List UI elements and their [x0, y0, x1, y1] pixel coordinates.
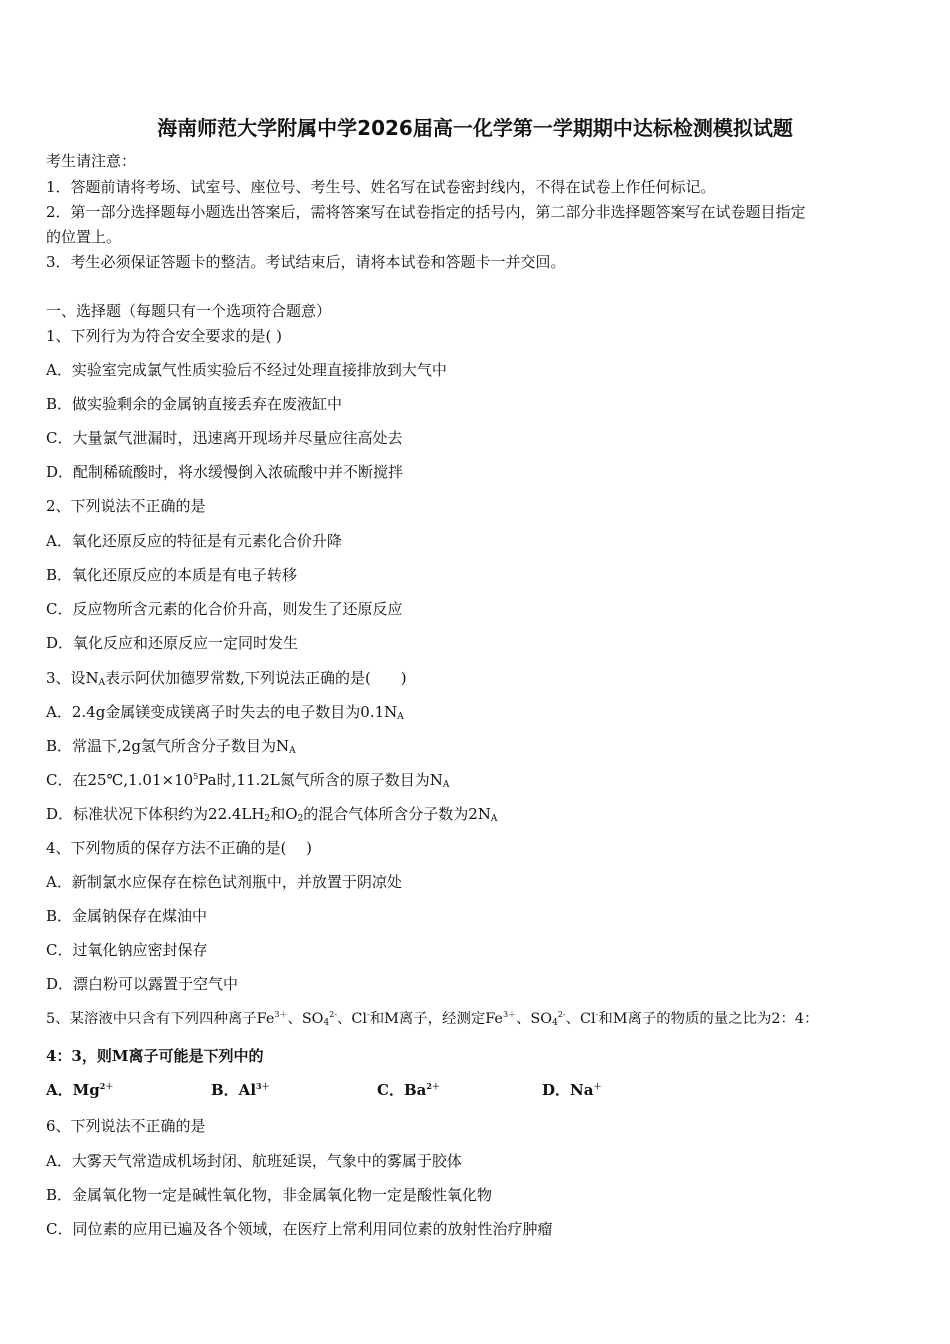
q1-option-c: C．大量氯气泄漏时，迅速离开现场并尽量应往高处去 [46, 429, 403, 447]
q3-option-b: B．常温下,2g氢气所含分子数目为$N_A$ [46, 737, 296, 756]
section-heading: 一、选择题（每题只有一个选项符合题意） [46, 302, 332, 320]
q3-option-a: A．2.4g金属镁变成镁离子时失去的电子数目为$0.1N_A$ [46, 703, 404, 722]
q4-option-d: D．漂白粉可以露置于空气中 [46, 975, 239, 993]
q6-option-b: B．金属氧化物一定是碱性氧化物，非金属氧化物一定是酸性氧化物 [46, 1186, 493, 1204]
q4-option-a: A．新制氯水应保存在棕色试剂瓶中，并放置于阴凉处 [46, 873, 402, 891]
q2-option-c: C．反应物所含元素的化合价升高，则发生了还原反应 [46, 600, 403, 618]
q6-stem: 6、下列说法不正确的是 [46, 1117, 206, 1135]
q4-option-b: B．金属钠保存在煤油中 [46, 907, 208, 925]
q5-stem-line2: 4：3，则M离子可能是下列中的 [46, 1047, 264, 1065]
notice-heading: 考生请注意： [46, 152, 137, 170]
q1-option-a: A．实验室完成氯气性质实验后不经过处理直接排放到大气中 [46, 361, 447, 379]
q2-option-b: B．氧化还原反应的本质是有电子转移 [46, 566, 298, 584]
q5-option-d: D．Na＋ [542, 1081, 602, 1099]
q3-option-d: D．标准状况下体积约为$22.4LH_2$和$O_2$的混合气体所含分子数为$2N_A$ [46, 805, 498, 824]
page-title: 海南师范大学附属中学2026届高一化学第一学期期中达标检测模拟试题 [157, 116, 793, 140]
q6-option-c: C．同位素的应用已遍及各个领域，在医疗上常利用同位素的放射性治疗肿瘤 [46, 1220, 553, 1238]
q1-stem: 1、下列行为为符合安全要求的是( ) [46, 327, 283, 345]
notice-item-2-cont: 的位置上。 [46, 228, 122, 246]
q3-option-c: C．在$25℃,1.01\times 10^5Pa$时,11.2L氮气所含的原子数目为$N_A$ [46, 771, 450, 790]
q5-option-b: B．$Al^{3+}$ [211, 1081, 270, 1099]
notice-item-2: 2．第一部分选择题每小题选出答案后，需将答案写在试卷指定的括号内，第二部分非选择题答案写在试卷题目指定 [46, 203, 806, 221]
q5-option-c: C．$Ba^{2+}$ [377, 1081, 440, 1099]
q4-option-c: C．过氧化钠应密封保存 [46, 941, 208, 959]
notice-item-3: 3．考生必须保证答题卡的整洁。考试结束后，请将本试卷和答题卡一并交回。 [46, 253, 566, 271]
q1-option-b: B．做实验剩余的金属钠直接丢弃在废液缸中 [46, 395, 343, 413]
q2-stem: 2、下列说法不正确的是 [46, 497, 206, 515]
q2-option-d: D．氧化反应和还原反应一定同时发生 [46, 634, 299, 652]
q6-option-a: A．大雾天气常造成机场封闭、航班延误，气象中的雾属于胶体 [46, 1152, 462, 1170]
q5-stem-line1: 5、某溶液中只含有下列四种离子$Fe^{3+}$、$SO_4^{2-}$、Cl-和M离子，经测定$Fe^{3+}$、$SO_4^{2-}$、Cl-和M离子的物质的量之比为2：4： [46, 1010, 819, 1028]
q4-stem: 4、下列物质的保存方法不正确的是( ) [46, 839, 313, 857]
q2-option-a: A．氧化还原反应的特征是有元素化合价升降 [46, 532, 342, 550]
notice-item-1: 1．答题前请将考场、试室号、座位号、考生号、姓名写在试卷密封线内，不得在试卷上作任何标记。 [46, 178, 716, 196]
q5-option-a: A．$Mg^{2+}$ [46, 1081, 114, 1099]
q5-options [46, 1080, 906, 1100]
q3-stem: 3、设$N_A$表示阿伏加德罗常数,下列说法正确的是( ) [46, 669, 407, 688]
q1-option-d: D．配制稀硫酸时，将水缓慢倒入浓硫酸中并不断搅拌 [46, 463, 404, 481]
